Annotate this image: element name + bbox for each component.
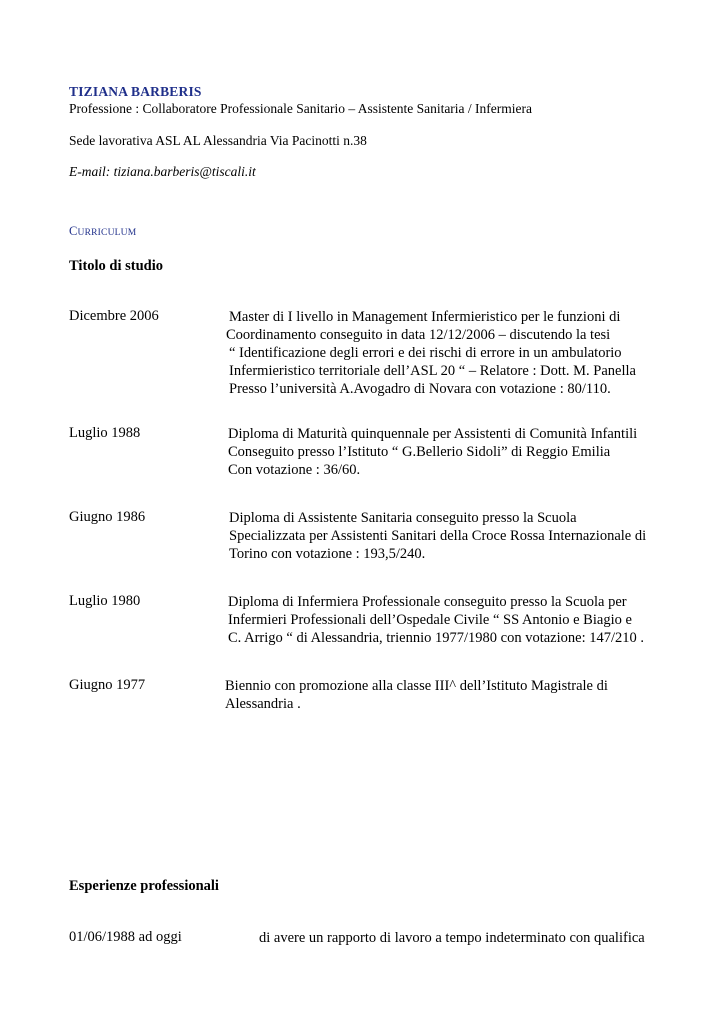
education-description-5 [225, 677, 608, 713]
profession-line: Professione : Collaboratore Professionale Sanitario – Assistente Sanitaria / Infermiera [69, 101, 533, 116]
description-line: Torino con votazione : 193,5/240. [229, 546, 426, 562]
description-line: Infermieristico territoriale dell’ASL 20 “ – Relatore : Dott. M. Panella [229, 363, 636, 379]
description-line: Coordinamento conseguito in data 12/12/2006 – discutendo la tesi [226, 327, 611, 343]
section-label-rest: URRICULUM [77, 228, 137, 238]
description-line: Diploma di Maturità quinquennale per Assistenti di Comunità Infantili [228, 426, 638, 442]
description-line: Presso l’università A.Avogadro di Novara con votazione : 80/110. [229, 381, 611, 397]
description-line: Biennio con promozione alla classe III^ dell’Istituto Magistrale di [225, 678, 608, 694]
description-line: “ Identificazione degli errori e dei rischi di errore in un ambulatorio [229, 345, 622, 361]
description-line: di avere un rapporto di lavoro a tempo indeterminato con qualifica [259, 930, 645, 946]
education-date-5: Giugno 1977 [69, 677, 146, 693]
section-label-curriculum [69, 224, 136, 239]
person-name: TIZIANA BARBERIS [69, 84, 202, 99]
description-line: Infermieri Professionali dell’Ospedale Civile “ SS Antonio e Biagio e [228, 612, 632, 628]
education-date-1: Dicembre 2006 [69, 308, 159, 324]
experience-date-1: 01/06/1988 ad oggi [69, 929, 182, 945]
education-date-4: Luglio 1980 [69, 593, 141, 609]
education-description-4 [228, 593, 644, 647]
education-description-1 [226, 308, 636, 398]
experience-description-1 [259, 929, 645, 947]
workplace-line: Sede lavorativa ASL AL Alessandria Via Pacinotti n.38 [69, 133, 367, 148]
education-date-3: Giugno 1986 [69, 509, 146, 525]
education-date-2: Luglio 1988 [69, 425, 141, 441]
description-line: C. Arrigo “ di Alessandria, triennio 1977/1980 con votazione: 147/210 . [228, 630, 645, 646]
education-description-2 [228, 425, 637, 479]
education-heading: Titolo di studio [69, 258, 164, 274]
education-description-3 [229, 509, 646, 563]
description-line: Con votazione : 36/60. [228, 462, 361, 478]
description-line: Diploma di Infermiera Professionale conseguito presso la Scuola per [228, 594, 627, 610]
section-label-initial: C [69, 224, 78, 238]
description-line: Conseguito presso l’Istituto “ G.Bellerio Sidoli” di Reggio Emilia [228, 444, 611, 460]
description-line: Specializzata per Assistenti Sanitari della Croce Rossa Internazionale di [229, 528, 647, 544]
description-line: Diploma di Assistente Sanitaria conseguito presso la Scuola [229, 510, 577, 526]
description-line: Alessandria . [225, 696, 301, 712]
email-line: E-mail: tiziana.barberis@tiscali.it [69, 164, 256, 179]
experience-heading: Esperienze professionali [69, 878, 219, 894]
description-line: Master di I livello in Management Infermieristico per le funzioni di [229, 309, 621, 325]
